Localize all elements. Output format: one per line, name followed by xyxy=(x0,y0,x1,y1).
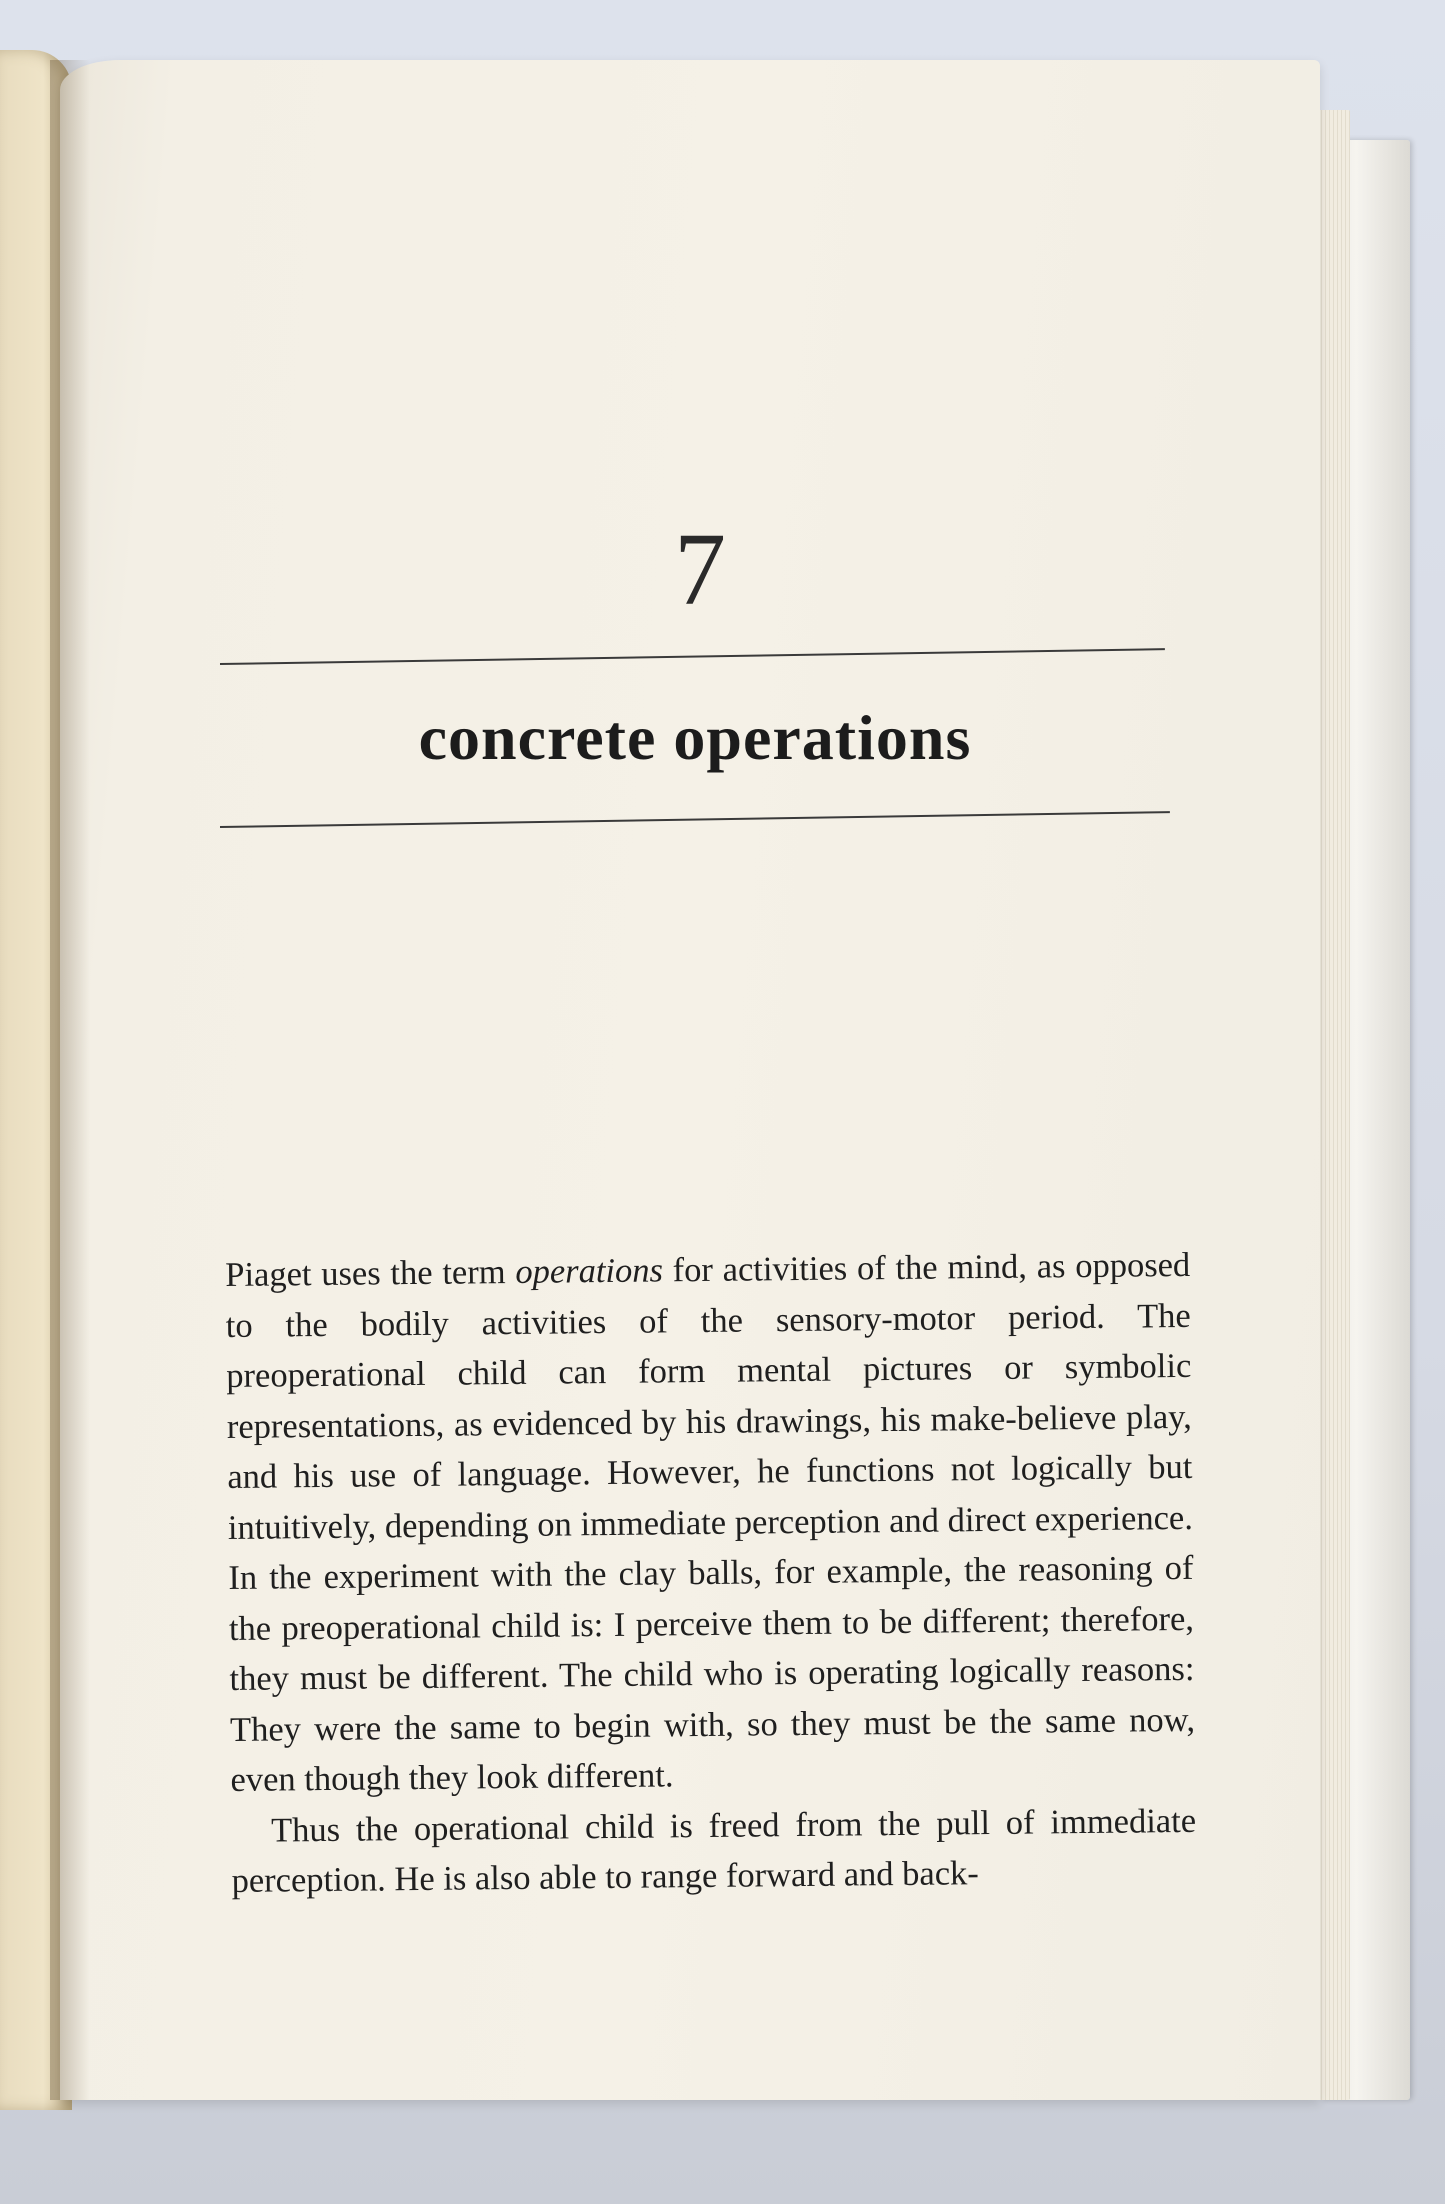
paragraph-1-start: Piaget uses the term xyxy=(225,1252,516,1294)
title-rule-bottom xyxy=(220,811,1170,828)
paragraph-2: Thus the operational child is freed from the pull of immediate perception. He is also able to range forward and back- xyxy=(231,1801,1197,1900)
chapter-number: 7 xyxy=(674,512,726,627)
book-page xyxy=(60,60,1320,2100)
body-text xyxy=(225,1240,1197,1907)
spine-shadow xyxy=(50,60,90,2100)
title-rule-top xyxy=(220,648,1165,665)
paragraph-1-emphasis: operations xyxy=(515,1251,664,1291)
paragraph-1-rest: for activities of the mind, as opposed to the bodily activities of the sensory-motor period. The preoperational child can form mental pictures or symbolic representations, as evidenced by his drawings, his make-believe play, and his use of language. However, he functions not logically but intuitively, depending on immediate perception and direct experience. In the experiment with the clay balls, for example, the reasoning of the preoperational child is: I perceive them to be different; therefore, they must be different. The child who is operating logically reasons: They were the same to begin with, so they must be the same now, even though they look different. xyxy=(225,1245,1196,1799)
chapter-title: concrete operations xyxy=(418,702,972,773)
paragraph-1 xyxy=(225,1240,1196,1806)
